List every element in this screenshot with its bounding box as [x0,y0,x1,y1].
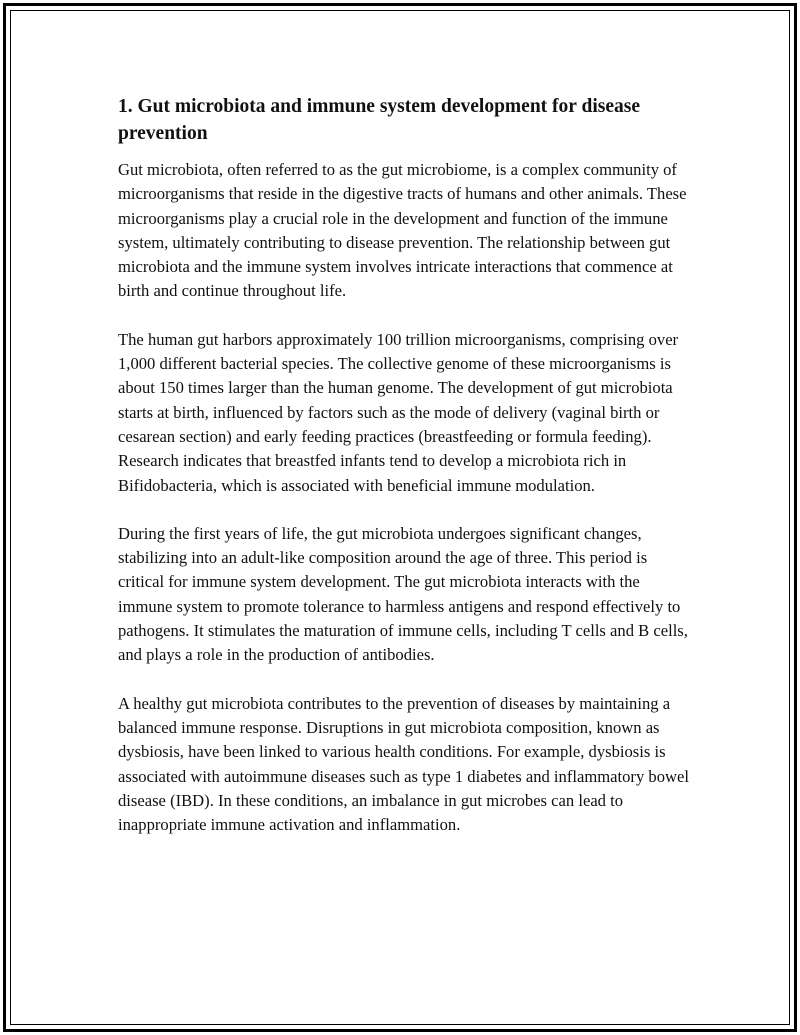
paragraph-early-life: During the first years of life, the gut microbiota undergoes significant changes, stabilizing into an adult-like composition around the age of three. This period is critical for immune system development. The gut microbiota interacts with the immune system to promote tolerance to harmless antigens and respond effectively to pathogens. It stimulates the maturation of immune cells, including T cells and B cells, and plays a role in the production of antibodies. [118,523,688,665]
section-heading: 1. Gut microbiota and immune system development for disease prevention [118,96,640,144]
document-body [118,93,690,861]
paragraph-gut-population: The human gut harbors approximately 100 trillion microorganisms, comprising over 1,000 different bacterial species. The collective genome of these microorganisms is about 150 times larger than the human genome. The development of gut microbiota starts at birth, influenced by factors such as the mode of delivery (vaginal birth or cesarean section) and early feeding practices (breastfeeding or formula feeding). Research indicates that breastfed infants tend to develop a microbiota rich in Bifidobacteria, which is associated with beneficial immune modulation. [118,329,679,495]
paragraph-intro: Gut microbiota, often referred to as the gut microbiome, is a complex community of microorganisms that reside in the digestive tracts of humans and other animals. These microorganisms play a crucial role in the development and function of the immune system, ultimately contributing to disease prevention. The relationship between gut microbiota and the immune system involves intricate interactions that commence at birth and continue throughout life. [118,160,687,301]
paragraph-dysbiosis: A healthy gut microbiota contributes to the prevention of diseases by maintaining a balanced immune response. Disruptions in gut microbiota composition, known as dysbiosis, have been linked to various health conditions. For example, dysbiosis is associated with autoimmune diseases such as type 1 diabetes and inflammatory bowel disease (IBD). In these conditions, an imbalance in gut microbes can lead to inappropriate immune activation and inflammation. [118,693,689,835]
